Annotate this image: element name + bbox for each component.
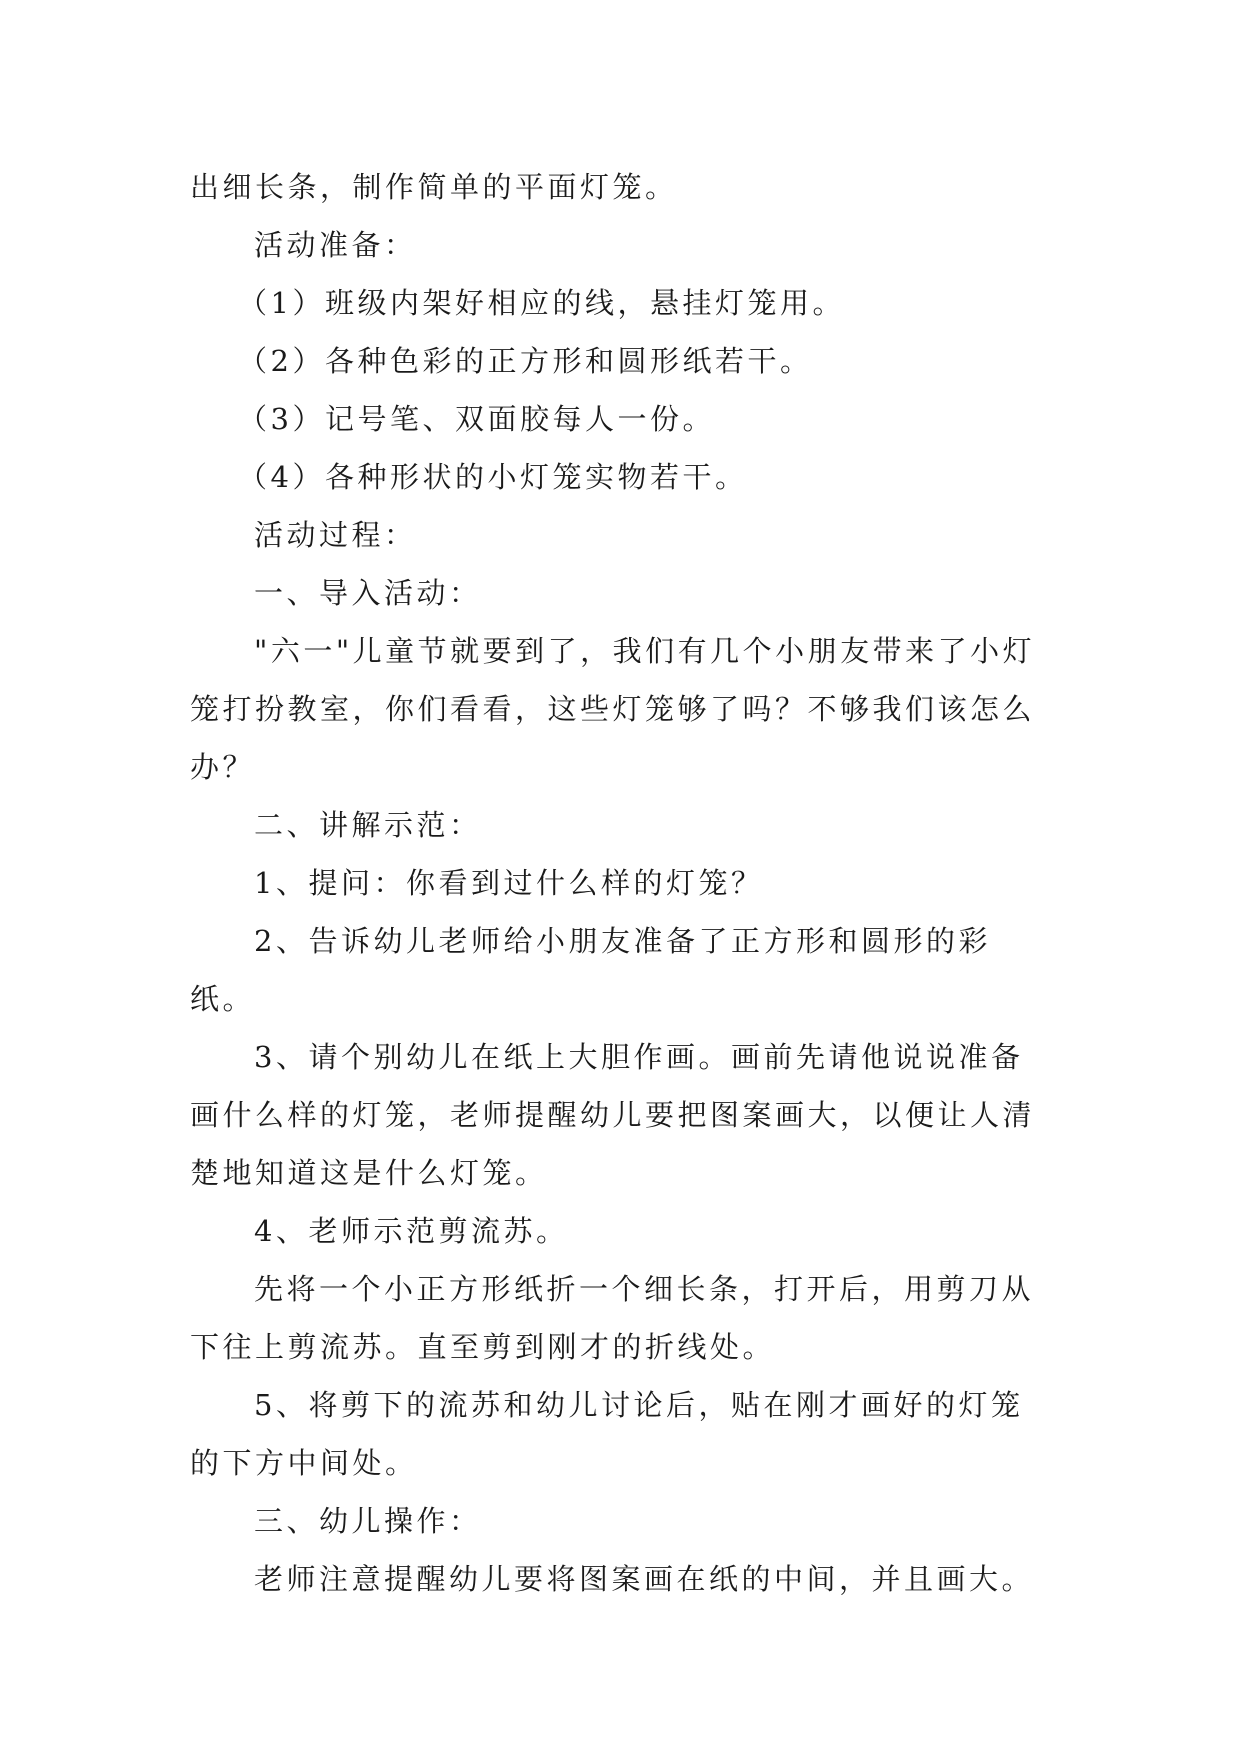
section-heading-demonstration: 二、讲解示范： [254,808,482,842]
preparation-item-2: （2）各种色彩的正方形和圆形纸若干。 [238,344,813,378]
step-2: 2、告诉幼儿老师给小朋友准备了正方形和圆形的彩纸。 [190,924,991,1016]
step-4-detail: 先将一个小正方形纸折一个细长条，打开后，用剪刀从下往上剪流苏。直至剪到刚才的折线处。 [190,1272,1035,1364]
heading-activity-process: 活动过程： [254,518,417,552]
preparation-item-1: （1）班级内架好相应的线，悬挂灯笼用。 [238,286,845,320]
step-3: 3、请个别幼儿在纸上大胆作画。画前先请他说说准备画什么样的灯笼，老师提醒幼儿要把图案画大，以便让人清楚地知道这是什么灯笼。 [190,1040,1036,1190]
step-5: 5、将剪下的流苏和幼儿讨论后，贴在刚才画好的灯笼的下方中间处。 [190,1388,1024,1480]
section-heading-introduction: 一、导入活动： [254,576,482,610]
heading-activity-preparation: 活动准备： [254,228,417,262]
preparation-item-3: （3）记号笔、双面胶每人一份。 [238,402,715,436]
step-1: 1、提问：你看到过什么样的灯笼？ [254,866,764,900]
paragraph-child-operation: 老师注意提醒幼儿要将图案画在纸的中间，并且画大。 [254,1562,1035,1596]
preparation-item-4: （4）各种形状的小灯笼实物若干。 [238,460,748,494]
paragraph-continuation: 出细长条，制作简单的平面灯笼。 [190,170,678,204]
document-body [190,158,1050,1608]
section-heading-child-operation: 三、幼儿操作： [254,1504,482,1538]
step-4: 4、老师示范剪流苏。 [254,1214,569,1248]
paragraph-introduction: "六一"儿童节就要到了，我们有几个小朋友带来了小灯笼打扮教室，你们看看，这些灯笼够了吗？不够我们该怎么办？ [190,634,1036,784]
